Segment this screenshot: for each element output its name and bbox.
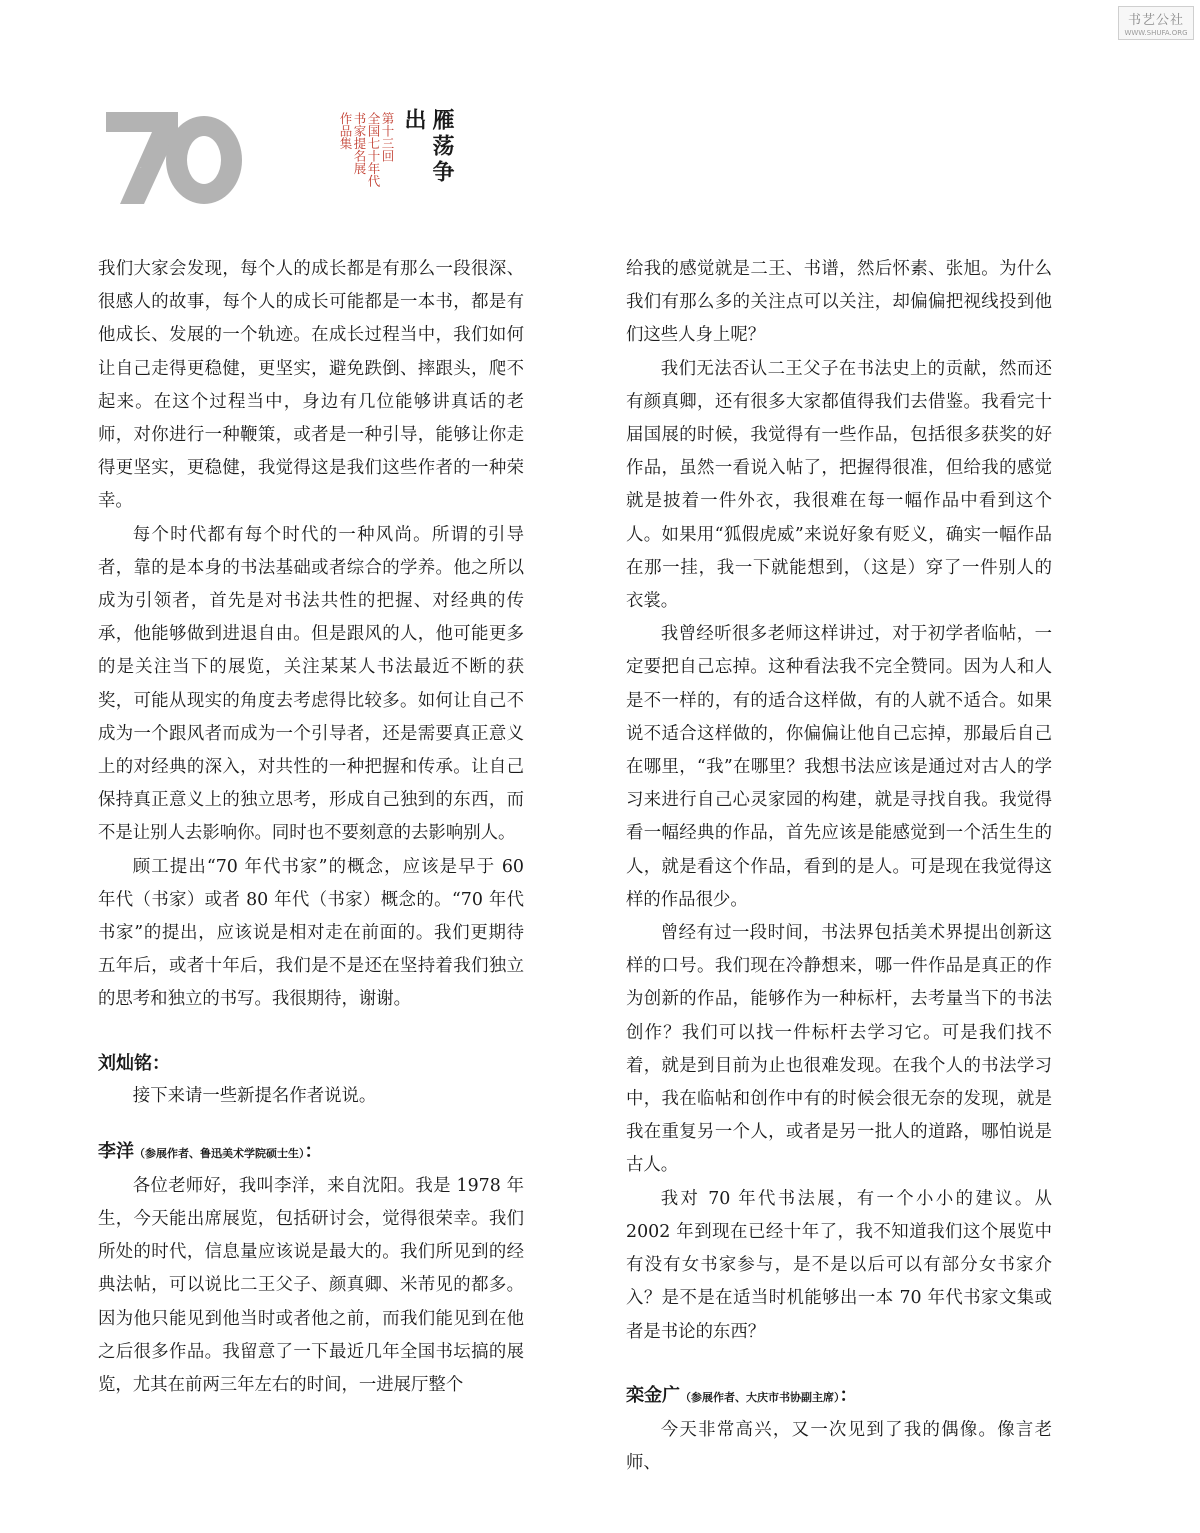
paragraph: 我对 70 年代书法展，有一个小小的建议。从 2002 年到现在已经十年了，我不知道我们这个展览中有没有女书家参与，是不是以后可以有部分女书家介入？是不是在适当时机能够出一本 70 年代书家文集或者是书论的东西？: [626, 1188, 1052, 1342]
watermark: [1118, 6, 1194, 40]
speaker-heading: [626, 1379, 1052, 1414]
right-column: [626, 253, 1052, 1480]
speaker-note: （参展作者、大庆市书协副主席）: [680, 1390, 840, 1404]
speaker-heading: 刘灿铭：: [98, 1052, 170, 1074]
logo-70-graphic: [100, 108, 250, 208]
paragraph: 各位老师好，我叫李洋，来自沈阳。我是 1978 年生，今天能出席展览，包括研讨会，觉得很荣幸。我们所处的时代，信息量应该说是最大的。我们所见到的经典法帖，可以说比二王父子、颜真卿、米芾见的都多。因为他只能见到他当时或者他之前，而我们能见到在他之后很多作品。我留意了一下最近几年全国书坛搞的展览，尤其在前两三年左右的时间，一进展厅整个: [98, 1175, 524, 1396]
paragraph: 接下来请一些新提名作者说说。: [132, 1085, 377, 1106]
logo-number-text: 70: [140, 168, 142, 169]
paragraph: 给我的感觉就是二王、书谱，然后怀素、张旭。为什么我们有那么多的关注点可以关注，却偏偏把视线投到他们这些人身上呢？: [626, 259, 1052, 346]
speaker-colon: ：: [304, 1140, 323, 1162]
watermark-url: WWW.SHUFA.ORG: [1124, 29, 1188, 37]
logo-title-line1: 第十三回: [380, 112, 395, 162]
paragraph: 我们大家会发现，每个人的成长都是有那么一段很深、很感人的故事，每个人的成长可能都是一本书，都是有他成长、发展的一个轨迹。在成长过程当中，我们如何让自己走得更稳健，更坚实，避免跌倒、摔跟头，爬不起来。在这个过程当中，身边有几位能够讲真话的老师，对你进行一种鞭策，或者是一种引导，能够让你走得更坚实，更稳健，我觉得这是我们这些作者的一种荣幸。: [98, 259, 524, 512]
paragraph: 每个时代都有每个时代的一种风尚。所谓的引导者，靠的是本身的书法基础或者综合的学养。他之所以成为引领者，首先是对书法共性的把握、对经典的传承，他能够做到进退自由。但是跟风的人，他可能更多的是关注当下的展览，关注某某人书法最近不断的获奖，可能从现实的角度去考虑得比较多。如何让自己不成为一个跟风者而成为一个引导者，还是需要真正意义上的对经典的深入，对共性的一种把握和传承。让自己保持真正意义上的独立思考，形成自己独到的东西，而不是让别人去影响你。同时也不要刻意的去影响别人。: [98, 524, 524, 844]
paragraph: 顾工提出“70 年代书家”的概念，应该是早于 60 年代（书家）或者 80 年代（书家）概念的。“70 年代书家”的提出，应该说是相对走在前面的。我们更期待五年后，或者十年后，我们是不是还在坚持着我们独立的思考和独立的书写。我很期待，谢谢。: [98, 856, 524, 1010]
speaker-colon: ：: [839, 1384, 858, 1406]
speaker-note: （参展作者、鲁迅美术学院硕士生）: [134, 1146, 305, 1160]
paragraph: 我曾经听很多老师这样讲过，对于初学者临帖，一定要把自己忘掉。这种看法我不完全赞同。因为人和人是不一样的，有的适合这样做，有的人就不适合。如果说不适合这样做的，你偏偏让他自己忘掉，那最后自己在哪里，“我”在哪里？我想书法应该是通过对古人的学习来进行自己心灵家园的构建，就是寻找自我。我觉得看一幅经典的作品，首先应该是能感觉到一个活生生的人，就是看这个作品，看到的是人。可是现在我觉得这样的作品很少。: [626, 624, 1052, 910]
logo-title-line3: 书家提名展: [352, 112, 367, 175]
logo-title-line4: 作品集: [338, 112, 353, 150]
paragraph: 今天非常高兴，又一次见到了我的偶像。像言老师、: [626, 1419, 1052, 1473]
logo-title-line2: 全国七十年代: [366, 112, 381, 187]
logo-seal-text: 雁荡争出: [401, 108, 455, 186]
paragraph: 我们无法否认二王父子在书法史上的贡献，然而还有颜真卿，还有很多大家都值得我们去借鉴。我看完十届国展的时候，我觉得有一些作品，包括很多获奖的好作品，虽然一看说入帖了，把握得很准，但给我的感觉就是披着一件外衣，我很难在每一幅作品中看到这个人。如果用“狐假虎威”来说好象有贬义，确实一幅作品在那一挂，我一下就能想到，（这是）穿了一件别人的衣裳。: [626, 358, 1052, 612]
watermark-brand: 书艺公社: [1127, 13, 1184, 28]
header-logo: [100, 108, 455, 208]
speaker-heading: [98, 1135, 524, 1170]
left-column: [98, 253, 524, 1402]
speaker-name: 李洋: [98, 1140, 134, 1162]
paragraph: 曾经有过一段时间，书法界包括美术界提出创新这样的口号。我们现在冷静想来，哪一件作品是真正的作为创新的作品，能够作为一种标杆，去考量当下的书法创作？我们可以找一件标杆去学习它。可是我们找不着，就是到目前为止也很难发现。在我个人的书法学习中，我在临帖和创作中有的时候会很无奈的发现，就是我在重复另一个人，或者是另一批人的道路，哪怕说是古人。: [626, 923, 1052, 1176]
speaker-name: 栾金广: [626, 1384, 680, 1406]
